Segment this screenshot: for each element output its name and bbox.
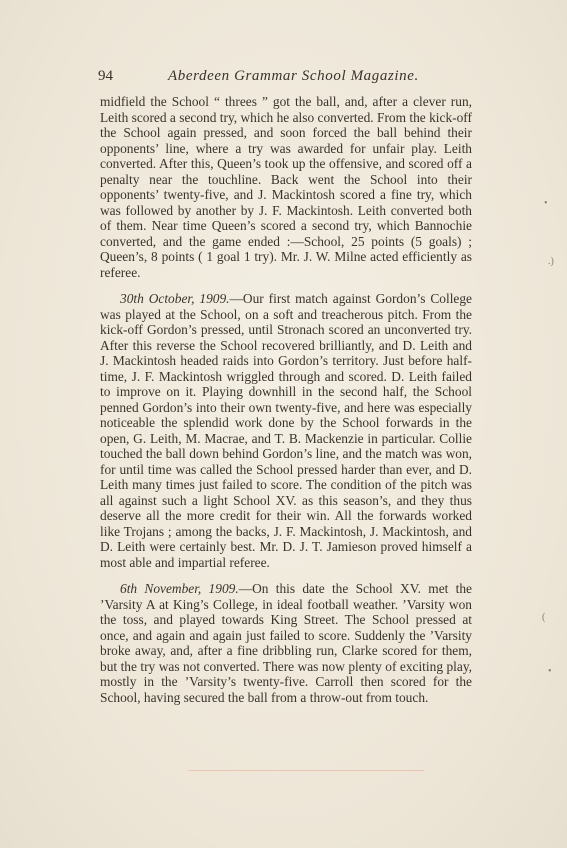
- page-header: [98, 66, 470, 86]
- paragraph-continued: [100, 94, 472, 280]
- match-date: 30th October, 1909.: [120, 291, 230, 306]
- paragraph-match-report: [100, 581, 472, 705]
- paragraph-text: midfield the School “ threes ” got the ball, and, after a clever run, Leith scored a second try, which he also converted. From the kick-off the School again pressed, and soon forced the ball behind their opponents’ line, where a try was awarded for unfair play. Leith converted. After this, Queen’s took up the offensive, and scored off a penalty near the touchline. Back went the School into their opponents’ twenty-five, and J. Mackintosh scored a fine try, which was followed by another by J. F. Mackintosh. Leith converted both of them. Near time Queen’s scored a second try, which Bannochie converted, and the game ended :—School, 25 points (5 goals) ; Queen’s, 8 points ( 1 goal 1 try). Mr. J. W. Milne acted efficiently as referee.: [100, 94, 472, 280]
- page-number: 94: [98, 68, 113, 84]
- running-title: Aberdeen Grammar School Magazine.: [168, 68, 419, 84]
- margin-speck: •: [548, 666, 552, 677]
- paragraph-match-report: [100, 291, 472, 570]
- faint-rule: [188, 770, 424, 771]
- article-body: [100, 94, 472, 716]
- margin-speck: .): [548, 256, 554, 267]
- paragraph-text: —Our first match against Gordon’s College was played at the School, on a soft and treacherous pitch. From the kick-off Gordon’s pressed, until Stronach scored an unconverted try. After this reverse the School recovered brilliantly, and D. Leith and J. Mackintosh headed raids into Gordon’s territory. Just before half-time, J. F. Mackintosh wriggled through and scored. D. Leith failed to improve on it. Playing downhill in the second half, the School penned Gordon’s into their own twenty-five, and here was especially noticeable the splendid work done by the School forwards in the open, G. Leith, M. Macrae, and T. B. Mackenzie in particular. Collie touched the ball down behind Gordon’s line, and the match was won, for until time was called the School pressed harder than ever, and D. Leith many times just failed to score. The condition of the pitch was all against such a light School XV. as this season’s, and they thus deserve all the more credit for their win. All the forwards worked like Trojans ; among the backs, J. F. Mackintosh, J. Mackintosh, and D. Leith were certainly best. Mr. D. J. T. Jamieson proved himself a most able and impartial referee.: [100, 291, 473, 570]
- margin-speck: (: [542, 612, 546, 623]
- match-date: 6th November, 1909.: [120, 581, 239, 596]
- margin-speck: •: [544, 198, 548, 209]
- paragraph-text: —On this date the School XV. met the ’Varsity A at King’s College, in ideal football weather. ’Varsity won the toss, and played towards King Street. The School pressed at once, and again and again just failed to score. Suddenly the ’Varsity broke away, and, after a fine dribbling run, Clarke scored for them, but the try was not converted. There was now plenty of exciting play, mostly in the ’Varsity’s twenty-five. Carroll then scored for the School, having secured the ball from a throw-out from touch.: [100, 581, 472, 705]
